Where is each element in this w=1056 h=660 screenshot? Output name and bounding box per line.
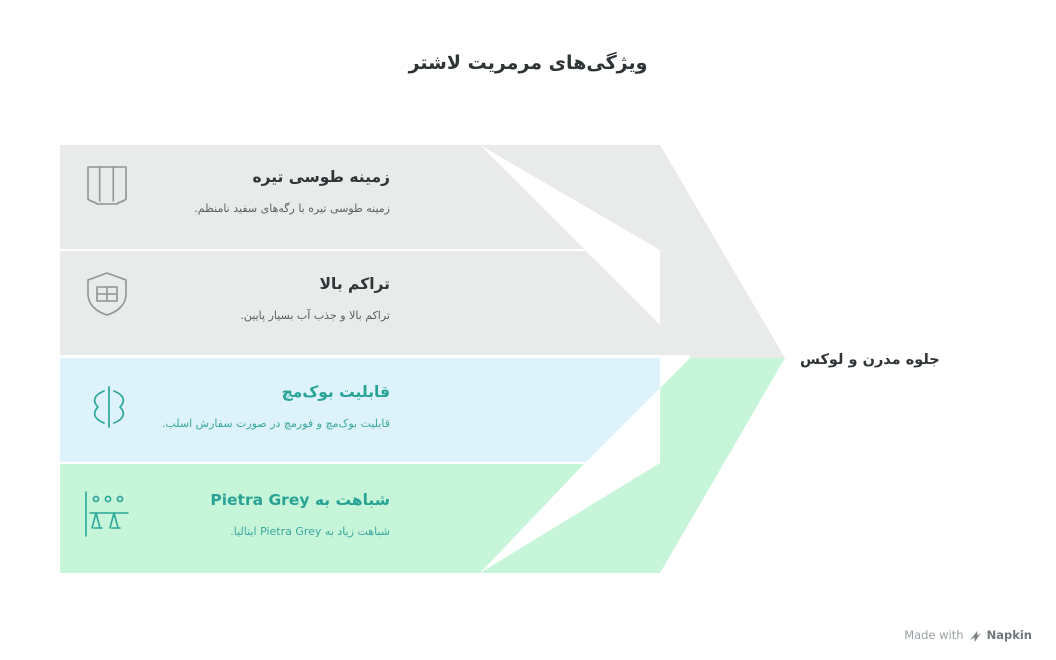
napkin-brand-label: Napkin xyxy=(986,628,1032,642)
arrow-head-lower xyxy=(660,358,785,573)
feature-row-2-desc: تراکم بالا و جذب آب بسیار پایین. xyxy=(240,308,390,322)
feature-row-3-desc: قابلیت بوک‌مچ و فورمچ در صورت سفارش اسلب. xyxy=(161,416,390,430)
feature-row-4-desc: شباهت زیاد به Pietra Grey ایتالیا. xyxy=(230,524,390,538)
feature-row-2-title: تراکم بالا xyxy=(319,275,390,293)
feature-row-1[interactable] xyxy=(60,145,480,251)
made-with-napkin[interactable] xyxy=(904,628,1032,642)
feature-row-4-text xyxy=(90,490,390,540)
feature-row-3-title: قابلیت بوک‌مچ xyxy=(281,383,390,401)
feature-row-1-text xyxy=(90,167,390,217)
feature-row-2-text xyxy=(90,274,390,324)
made-with-label: Made with xyxy=(904,628,964,642)
feature-row-3-text xyxy=(90,382,390,432)
feature-row-1-desc: زمینه طوسی تیره با رگه‌های سفید نامنظم. xyxy=(194,201,390,215)
feature-row-3[interactable] xyxy=(60,360,480,466)
feature-row-2[interactable] xyxy=(60,252,480,358)
feature-row-4[interactable] xyxy=(60,468,480,574)
arrow-head-upper-2 xyxy=(660,145,785,358)
feature-row-1-title: زمینه طوسی تیره xyxy=(252,168,390,186)
napkin-logo-icon xyxy=(969,630,982,643)
page-title: ویژگی‌های مرمریت لاشتر xyxy=(408,52,648,74)
feature-row-4-title: شباهت به Pietra Grey xyxy=(210,491,390,509)
outcome-label: جلوه مدرن و لوکس xyxy=(800,352,940,368)
